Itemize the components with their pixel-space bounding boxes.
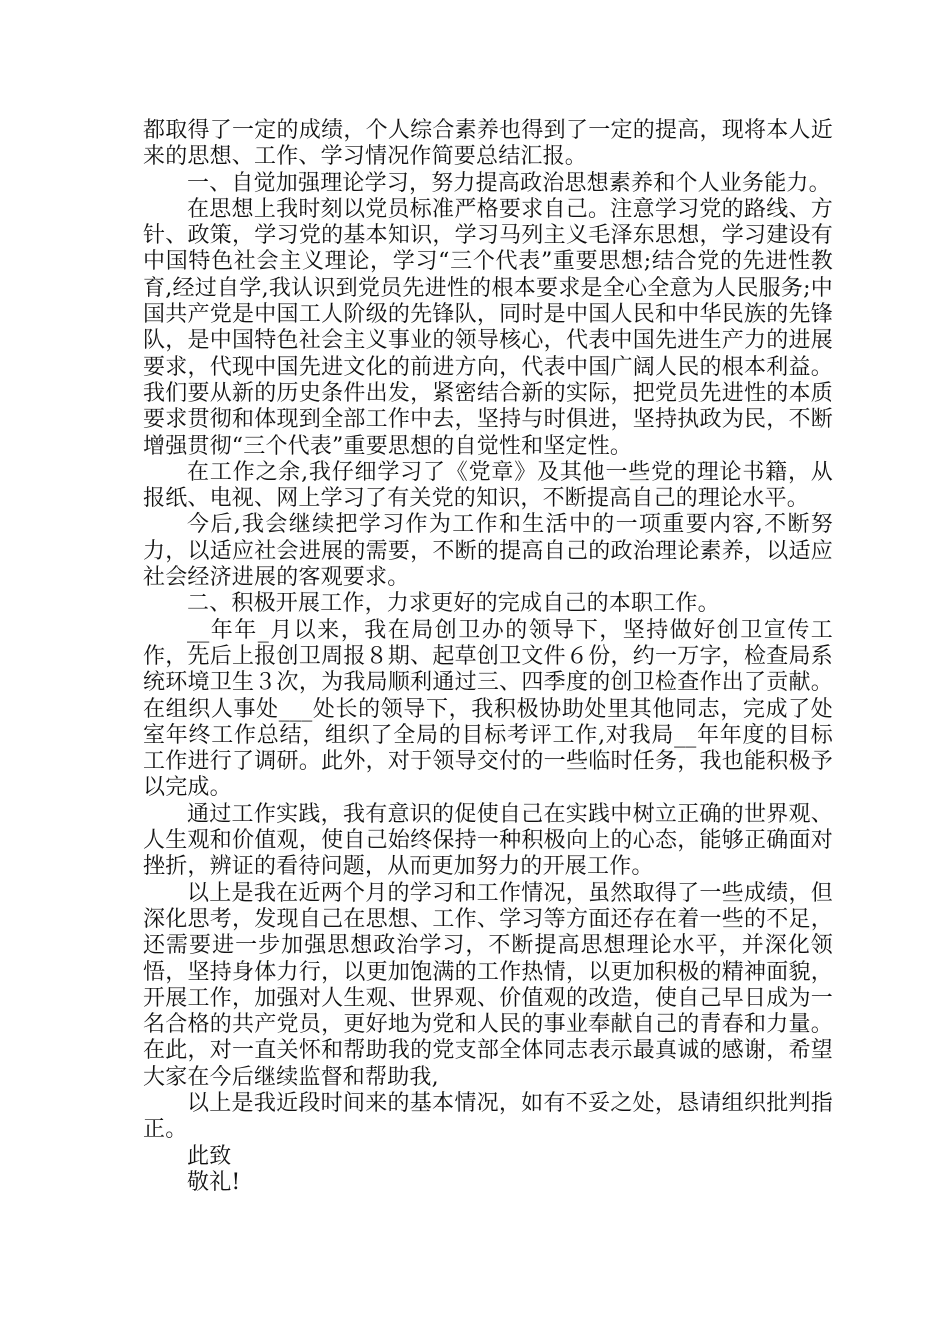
section-heading-theory-study: 一、自觉加强理论学习，努力提高政治思想素养和个人业务能力。 [187,170,831,196]
paragraph-closing-request: 以上是我近段时间来的基本情况，如有不妥之处，恳请组织批判指正。 [143,1090,833,1143]
section-heading-work: 二、积极开展工作，力求更好的完成自己的本职工作。 [187,591,720,617]
paragraph-work-practice: 通过工作实践，我有意识的促使自己在实践中树立正确的世界观、人生观和价值观，使自己始终保持一种积极向上的心态，能够正确面对挫折，辨证的看待问题，从而更加努力的开展工作。 [143,801,833,880]
document-body [143,118,833,1196]
closing-regards: 敬礼! [187,1169,241,1195]
paragraph-study-outside-work: 在工作之余,我仔细学习了《党章》及其他一些党的理论书籍，从报纸、电视、网上学习了有关党的知识，不断提高自己的理论水平。 [143,459,833,512]
paragraph-ideology: 在思想上我时刻以党员标准严格要求自己。注意学习党的路线、方针、政策，学习党的基本知识，学习马列主义毛泽东思想，学习建设有中国特色社会主义理论，学习“三个代表”重要思想;结合党的先进性教育,经过自学,我认识到党员先进性的根本要求是全心全意为人民服务;中国共产党是中国工人阶级的先锋队，同时是中国人民和中华民族的先锋队，是中国特色社会主义事业的领导核心，代表中国先进生产力的进展要求，代现中国先进文化的前进方向，代表中国广阔人民的根本利益。我们要从新的历史条件出发，紧密结合新的实际，把党员先进性的本质要求贯彻和体现到全部工作中去，坚持与时俱进，坚持执政为民，不断增强贯彻“三个代表”重要思想的自觉性和坚定性。 [143,196,833,459]
paragraph-intro-continued: 都取得了一定的成绩，个人综合素养也得到了一定的提高，现将本人近来的思想、工作、学习情况作简要总结汇报。 [143,118,833,170]
paragraph-work-details: __年年_月以来，我在局创卫办的领导下，坚持做好创卫宣传工作，先后上报创卫周报８期、起草创卫文件６份，约一万字，检查局系统环境卫生３次，为我局顺利通过三、四季度的创卫检查作出了贡献。在组织人事处___处长的领导下，我积极协助处里其他同志，完成了处室年终工作总结，组织了全局的目标考评工作,对我局__年年度的目标工作进行了调研。此外，对于领导交付的一些临时任务，我也能积极予以完成。 [143,617,833,801]
paragraph-future-study: 今后,我会继续把学习作为工作和生活中的一项重要内容,不断努力，以适应社会进展的需要，不断的提高自己的政治理论素养，以适应社会经济进展的客观要求。 [143,512,833,591]
paragraph-summary: 以上是我在近两个月的学习和工作情况，虽然取得了一些成绩，但深化思考，发现自己在思想、工作、学习等方面还存在着一些的不足，还需要进一步加强思想政治学习，不断提高思想理论水平，并深化领悟，坚持身体力行，以更加饱满的工作热情，以更加积极的精神面貌，开展工作，加强对人生观、世界观、价值观的改造，使自己早日成为一名合格的共产党员，更好地为党和人民的事业奉献自己的青春和力量。在此，对一直关怀和帮助我的党支部全体同志表示最真诚的感谢，希望大家在今后继续监督和帮助我, [143,880,833,1090]
closing-salutation: 此致 [187,1143,232,1169]
